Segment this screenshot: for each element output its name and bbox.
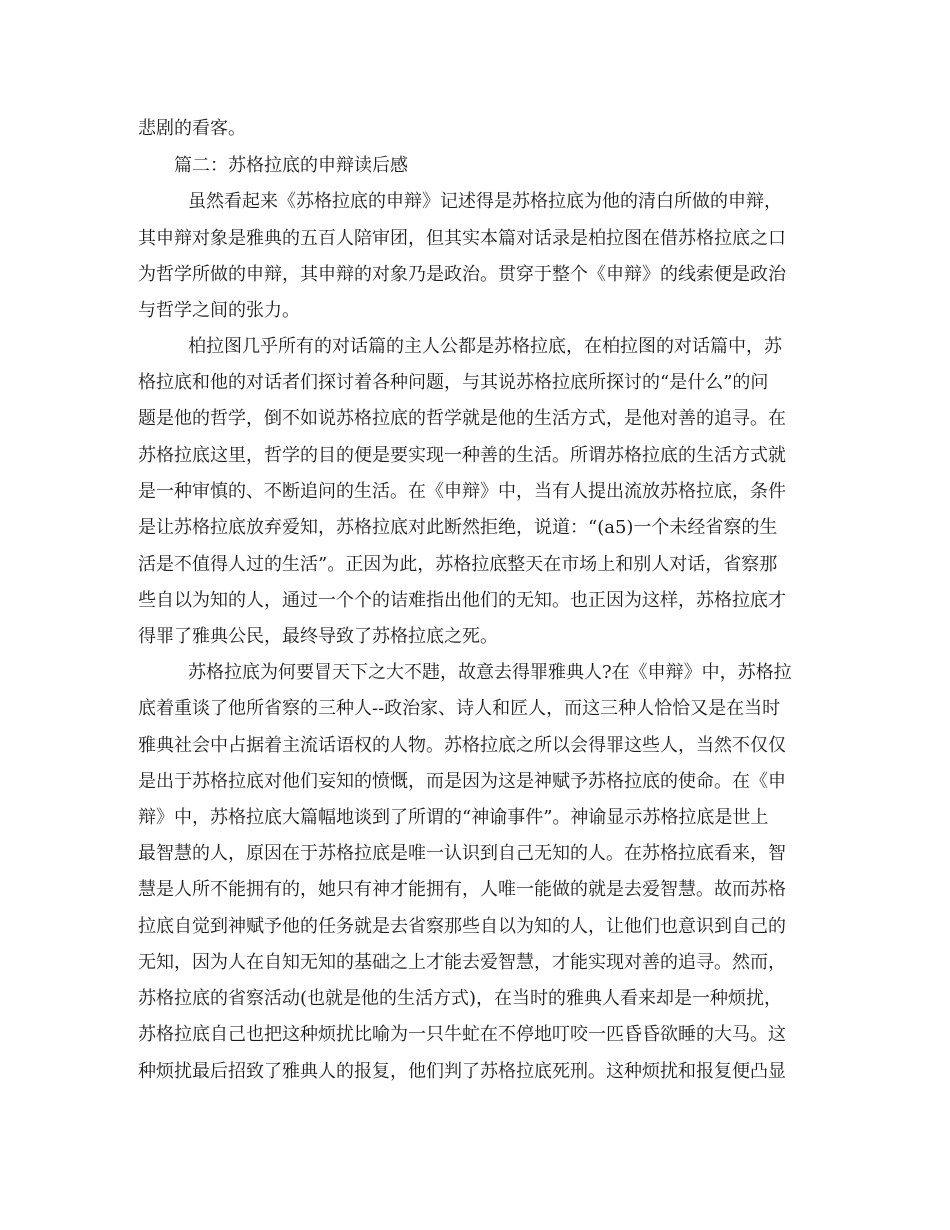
text-line: 苏格拉底的省察活动(也就是他的生活方式)，在当时的雅典人看来却是一种烦扰， bbox=[138, 988, 783, 1009]
text-line: 无知，因为人在自知无知的基础之上才能去爱智慧，才能实现对善的追寻。然而， bbox=[138, 952, 786, 973]
text-line: 活是不值得人过的生活”。正因为此，苏格拉底整天在市场上和别人对话，省察那 bbox=[138, 554, 778, 575]
text-line: 雅典社会中占据着主流话语权的人物。苏格拉底之所以会得罪这些人，当然不仅仅 bbox=[138, 735, 786, 756]
text-line: 悲剧的看客。 bbox=[138, 118, 246, 139]
text-line: 种烦扰最后招致了雅典人的报复，他们判了苏格拉底死刑。这种烦扰和报复便凸显 bbox=[138, 1061, 786, 1082]
text-line: 底着重谈了他所省察的三种人--政治家、诗人和匠人，而这三种人恰恰又是在当时 bbox=[138, 698, 781, 719]
text-line: 辩》中，苏格拉底大篇幅地谈到了所谓的“神谕事件”。神谕显示苏格拉底是世上 bbox=[138, 807, 769, 828]
text-line: 是让苏格拉底放弃爱知，苏格拉底对此断然拒绝，说道：“(a5)一个未经省察的生 bbox=[138, 517, 778, 538]
text-line: 是出于苏格拉底对他们妄知的愤慨，而是因为这是神赋予苏格拉底的使命。在《申 bbox=[138, 771, 786, 792]
text-line: 些自以为知的人，通过一个个的诘难指出他们的无知。也正因为这样，苏格拉底才 bbox=[138, 590, 786, 611]
text-line: 拉底自觉到神赋予他的任务就是去省察那些自以为知的人，让他们也意识到自己的 bbox=[138, 916, 786, 937]
text-line: 其申辩对象是雅典的五百人陪审团，但其实本篇对话录是柏拉图在借苏格拉底之口 bbox=[138, 228, 786, 249]
section-heading: 篇二：苏格拉底的申辩读后感 bbox=[174, 155, 408, 176]
text-line: 为哲学所做的申辩，其申辩的对象乃是政治。贯穿于整个《申辩》的线索便是政治 bbox=[138, 264, 786, 285]
text-line: 虽然看起来《苏格拉底的申辩》记述得是苏格拉底为他的清白所做的申辩， bbox=[188, 191, 782, 212]
text-line: 最智慧的人，原因在于苏格拉底是唯一认识到自己无知的人。在苏格拉底看来，智 bbox=[138, 843, 786, 864]
text-line: 苏格拉底这里，哲学的目的便是要实现一种善的生活。所谓苏格拉底的生活方式就 bbox=[138, 445, 786, 466]
text-line: 苏格拉底自己也把这种烦扰比喻为一只牛虻在不停地叮咬一匹昏昏欲睡的大马。这 bbox=[138, 1024, 786, 1045]
text-line: 是一种审慎的、不断追问的生活。在《申辩》中，当有人提出流放苏格拉底，条件 bbox=[138, 481, 786, 502]
text-line: 得罪了雅典公民，最终导致了苏格拉底之死。 bbox=[138, 626, 498, 647]
text-line: 苏格拉底为何要冒天下之大不韪，故意去得罪雅典人?在《申辩》中，苏格拉 bbox=[188, 662, 792, 683]
text-line: 柏拉图几乎所有的对话篇的主人公都是苏格拉底，在柏拉图的对话篇中，苏 bbox=[188, 336, 782, 357]
text-line: 慧是人所不能拥有的，她只有神才能拥有，人唯一能做的就是去爱智慧。故而苏格 bbox=[138, 879, 786, 900]
text-line: 与哲学之间的张力。 bbox=[138, 300, 300, 321]
text-line: 格拉底和他的对话者们探讨着各种问题，与其说苏格拉底所探讨的“是什么”的问 bbox=[138, 372, 769, 393]
text-line: 题是他的哲学，倒不如说苏格拉底的哲学就是他的生活方式，是他对善的追寻。在 bbox=[138, 408, 786, 429]
